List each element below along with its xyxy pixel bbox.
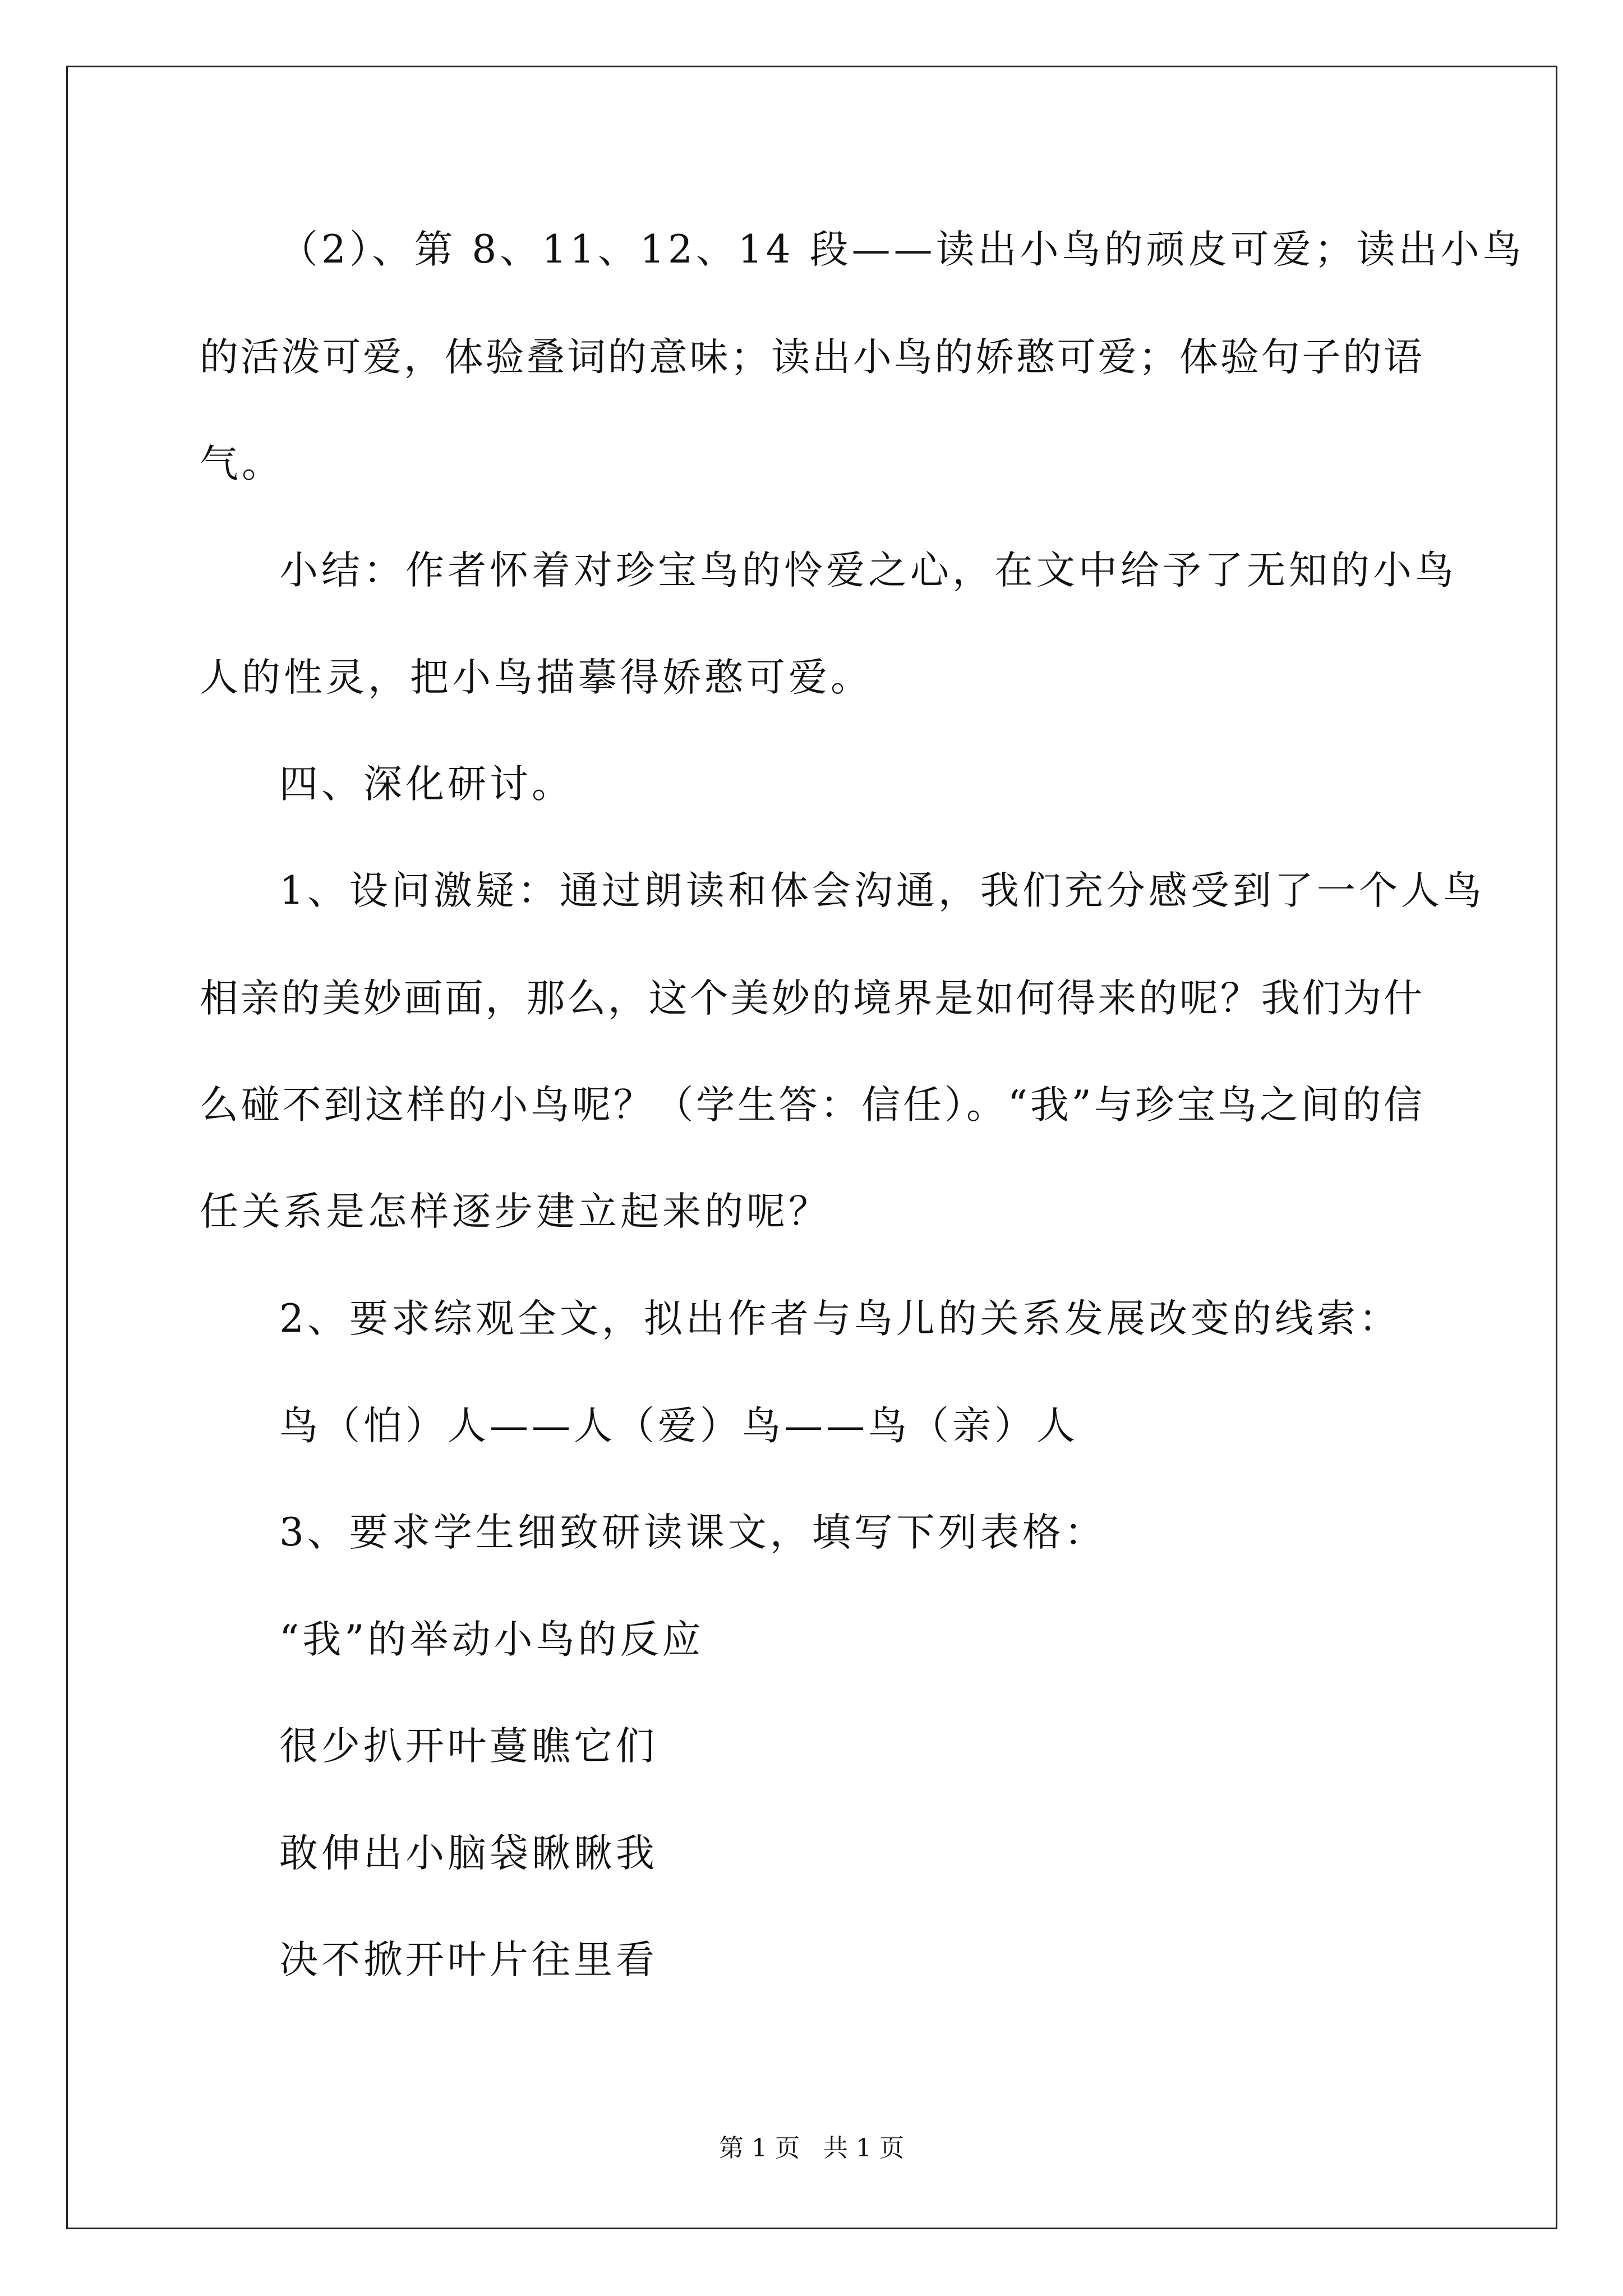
paragraph-line: 1、设问激疑：通过朗读和体会沟通，我们充分感受到了一个人鸟 bbox=[279, 868, 1485, 913]
paragraph-line: 小结：作者怀着对珍宝鸟的怜爱之心，在文中给予了无知的小鸟 bbox=[279, 548, 1457, 593]
paragraph-line: （2）、第 8、11、12、14 段——读出小鸟的顽皮可爱；读出小鸟 bbox=[279, 227, 1525, 272]
paragraph-line: 鸟（怕）人——人（爱）鸟——鸟（亲）人 bbox=[279, 1404, 1078, 1448]
paragraph-line: 气。 bbox=[200, 441, 284, 486]
paragraph-line: 2、要求综观全文，拟出作者与鸟儿的关系发展改变的线索： bbox=[279, 1296, 1401, 1341]
table-row-line: 很少扒开叶蔓瞧它们 bbox=[279, 1724, 658, 1769]
section-heading: 四、深化研讨。 bbox=[279, 762, 574, 807]
paragraph-line: 人的性灵，把小鸟描摹得娇憨可爱。 bbox=[200, 655, 873, 700]
paragraph-line: 任关系是怎样逐步建立起来的呢？ bbox=[200, 1189, 831, 1234]
table-row-line: 决不掀开叶片往里看 bbox=[279, 1938, 658, 1982]
page-footer bbox=[0, 2132, 1623, 2165]
table-header-line: “我”的举动小鸟的反应 bbox=[279, 1617, 704, 1662]
paragraph-line: 相亲的美妙画面，那么，这个美妙的境界是如何得来的呢？我们为什 bbox=[200, 976, 1422, 1021]
paragraph-line: 么碰不到这样的小鸟呢？（学生答：信任）。“我”与珍宝鸟之间的信 bbox=[200, 1083, 1422, 1128]
paragraph-line: 的活泼可爱，体验叠词的意味；读出小鸟的娇憨可爱；体验句子的语 bbox=[200, 335, 1422, 380]
page-border bbox=[66, 66, 1557, 2229]
paragraph-line: 3、要求学生细致研读课文，填写下列表格： bbox=[279, 1510, 1106, 1555]
page-number: 第 1 页 bbox=[719, 2134, 800, 2162]
table-row-line: 敢伸出小脑袋瞅瞅我 bbox=[279, 1831, 658, 1876]
page-total: 共 1 页 bbox=[823, 2134, 904, 2162]
